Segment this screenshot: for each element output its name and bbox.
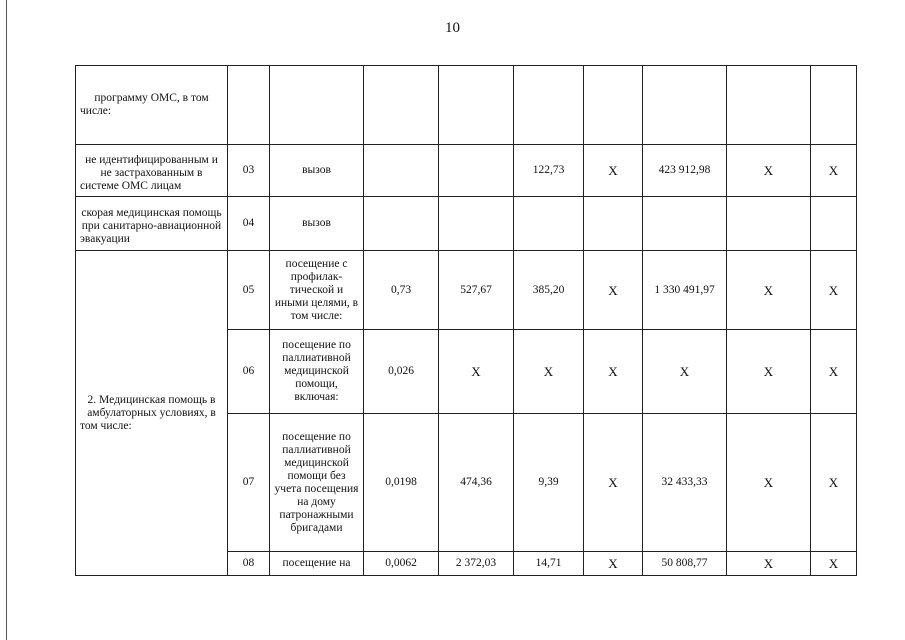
- unit-cell: [270, 66, 364, 145]
- code-cell: 04: [228, 197, 270, 251]
- value-cell: X: [584, 251, 643, 330]
- value-cell: 423 912,98: [643, 145, 727, 197]
- code-cell: 03: [228, 145, 270, 197]
- code-cell: 07: [228, 414, 270, 552]
- value-cell: 9,39: [514, 414, 584, 552]
- value-cell: X: [727, 414, 811, 552]
- table-row: [76, 251, 857, 330]
- value-cell: X: [514, 330, 584, 414]
- page-number: 10: [445, 20, 460, 36]
- value-cell: [643, 197, 727, 251]
- value-cell: [514, 66, 584, 145]
- table-row: [76, 66, 857, 145]
- value-cell: X: [811, 330, 857, 414]
- value-cell: X: [727, 330, 811, 414]
- value-cell: 14,71: [514, 552, 584, 576]
- value-cell: [584, 197, 643, 251]
- value-cell: X: [811, 251, 857, 330]
- value-cell: X: [584, 330, 643, 414]
- table-row: [76, 145, 857, 197]
- value-cell: 474,36: [439, 414, 514, 552]
- value-cell: [811, 66, 857, 145]
- row-name-cell: программу ОМС, в том числе:: [76, 66, 228, 145]
- code-cell: 08: [228, 552, 270, 576]
- value-cell: [584, 66, 643, 145]
- value-cell: [364, 197, 439, 251]
- value-cell: [727, 66, 811, 145]
- value-cell: X: [811, 552, 857, 576]
- unit-cell: посещение с профилак-тической и иными целями, в том числе:: [270, 251, 364, 330]
- unit-cell: вызов: [270, 197, 364, 251]
- value-cell: 527,67: [439, 251, 514, 330]
- value-cell: [364, 145, 439, 197]
- document-table: [75, 65, 857, 576]
- value-cell: [811, 197, 857, 251]
- value-cell: X: [727, 552, 811, 576]
- code-cell: [228, 66, 270, 145]
- code-cell: 05: [228, 251, 270, 330]
- value-cell: [643, 66, 727, 145]
- value-cell: 0,0062: [364, 552, 439, 576]
- value-cell: X: [439, 330, 514, 414]
- value-cell: [439, 66, 514, 145]
- value-cell: [514, 197, 584, 251]
- value-cell: 2 372,03: [439, 552, 514, 576]
- value-cell: 50 808,77: [643, 552, 727, 576]
- value-cell: [364, 66, 439, 145]
- table-row: [76, 197, 857, 251]
- code-cell: 06: [228, 330, 270, 414]
- value-cell: X: [584, 145, 643, 197]
- unit-cell: посещение на: [270, 552, 364, 576]
- unit-cell: посещение по паллиативной медицинской помощи без учета посещения на дому патронажными бригадами: [270, 414, 364, 552]
- value-cell: X: [727, 251, 811, 330]
- value-cell: X: [643, 330, 727, 414]
- value-cell: [439, 197, 514, 251]
- value-cell: [727, 197, 811, 251]
- row-name-cell: 2. Медицинская помощь в амбулаторных условиях, в том числе:: [76, 251, 228, 576]
- row-name-cell: не идентифицированным и не застрахованным в системе ОМС лицам: [76, 145, 228, 197]
- value-cell: X: [584, 552, 643, 576]
- row-name-cell: скорая медицинская помощь при санитарно-авиационной эвакуации: [76, 197, 228, 251]
- value-cell: 122,73: [514, 145, 584, 197]
- unit-cell: посещение по паллиативной медицинской помощи, включая:: [270, 330, 364, 414]
- value-cell: 0,026: [364, 330, 439, 414]
- page-margin-rule: [6, 0, 7, 640]
- value-cell: 385,20: [514, 251, 584, 330]
- unit-cell: вызов: [270, 145, 364, 197]
- value-cell: X: [727, 145, 811, 197]
- value-cell: X: [811, 414, 857, 552]
- value-cell: 0,73: [364, 251, 439, 330]
- value-cell: 32 433,33: [643, 414, 727, 552]
- value-cell: 1 330 491,97: [643, 251, 727, 330]
- value-cell: 0,0198: [364, 414, 439, 552]
- value-cell: X: [811, 145, 857, 197]
- value-cell: X: [584, 414, 643, 552]
- value-cell: [439, 145, 514, 197]
